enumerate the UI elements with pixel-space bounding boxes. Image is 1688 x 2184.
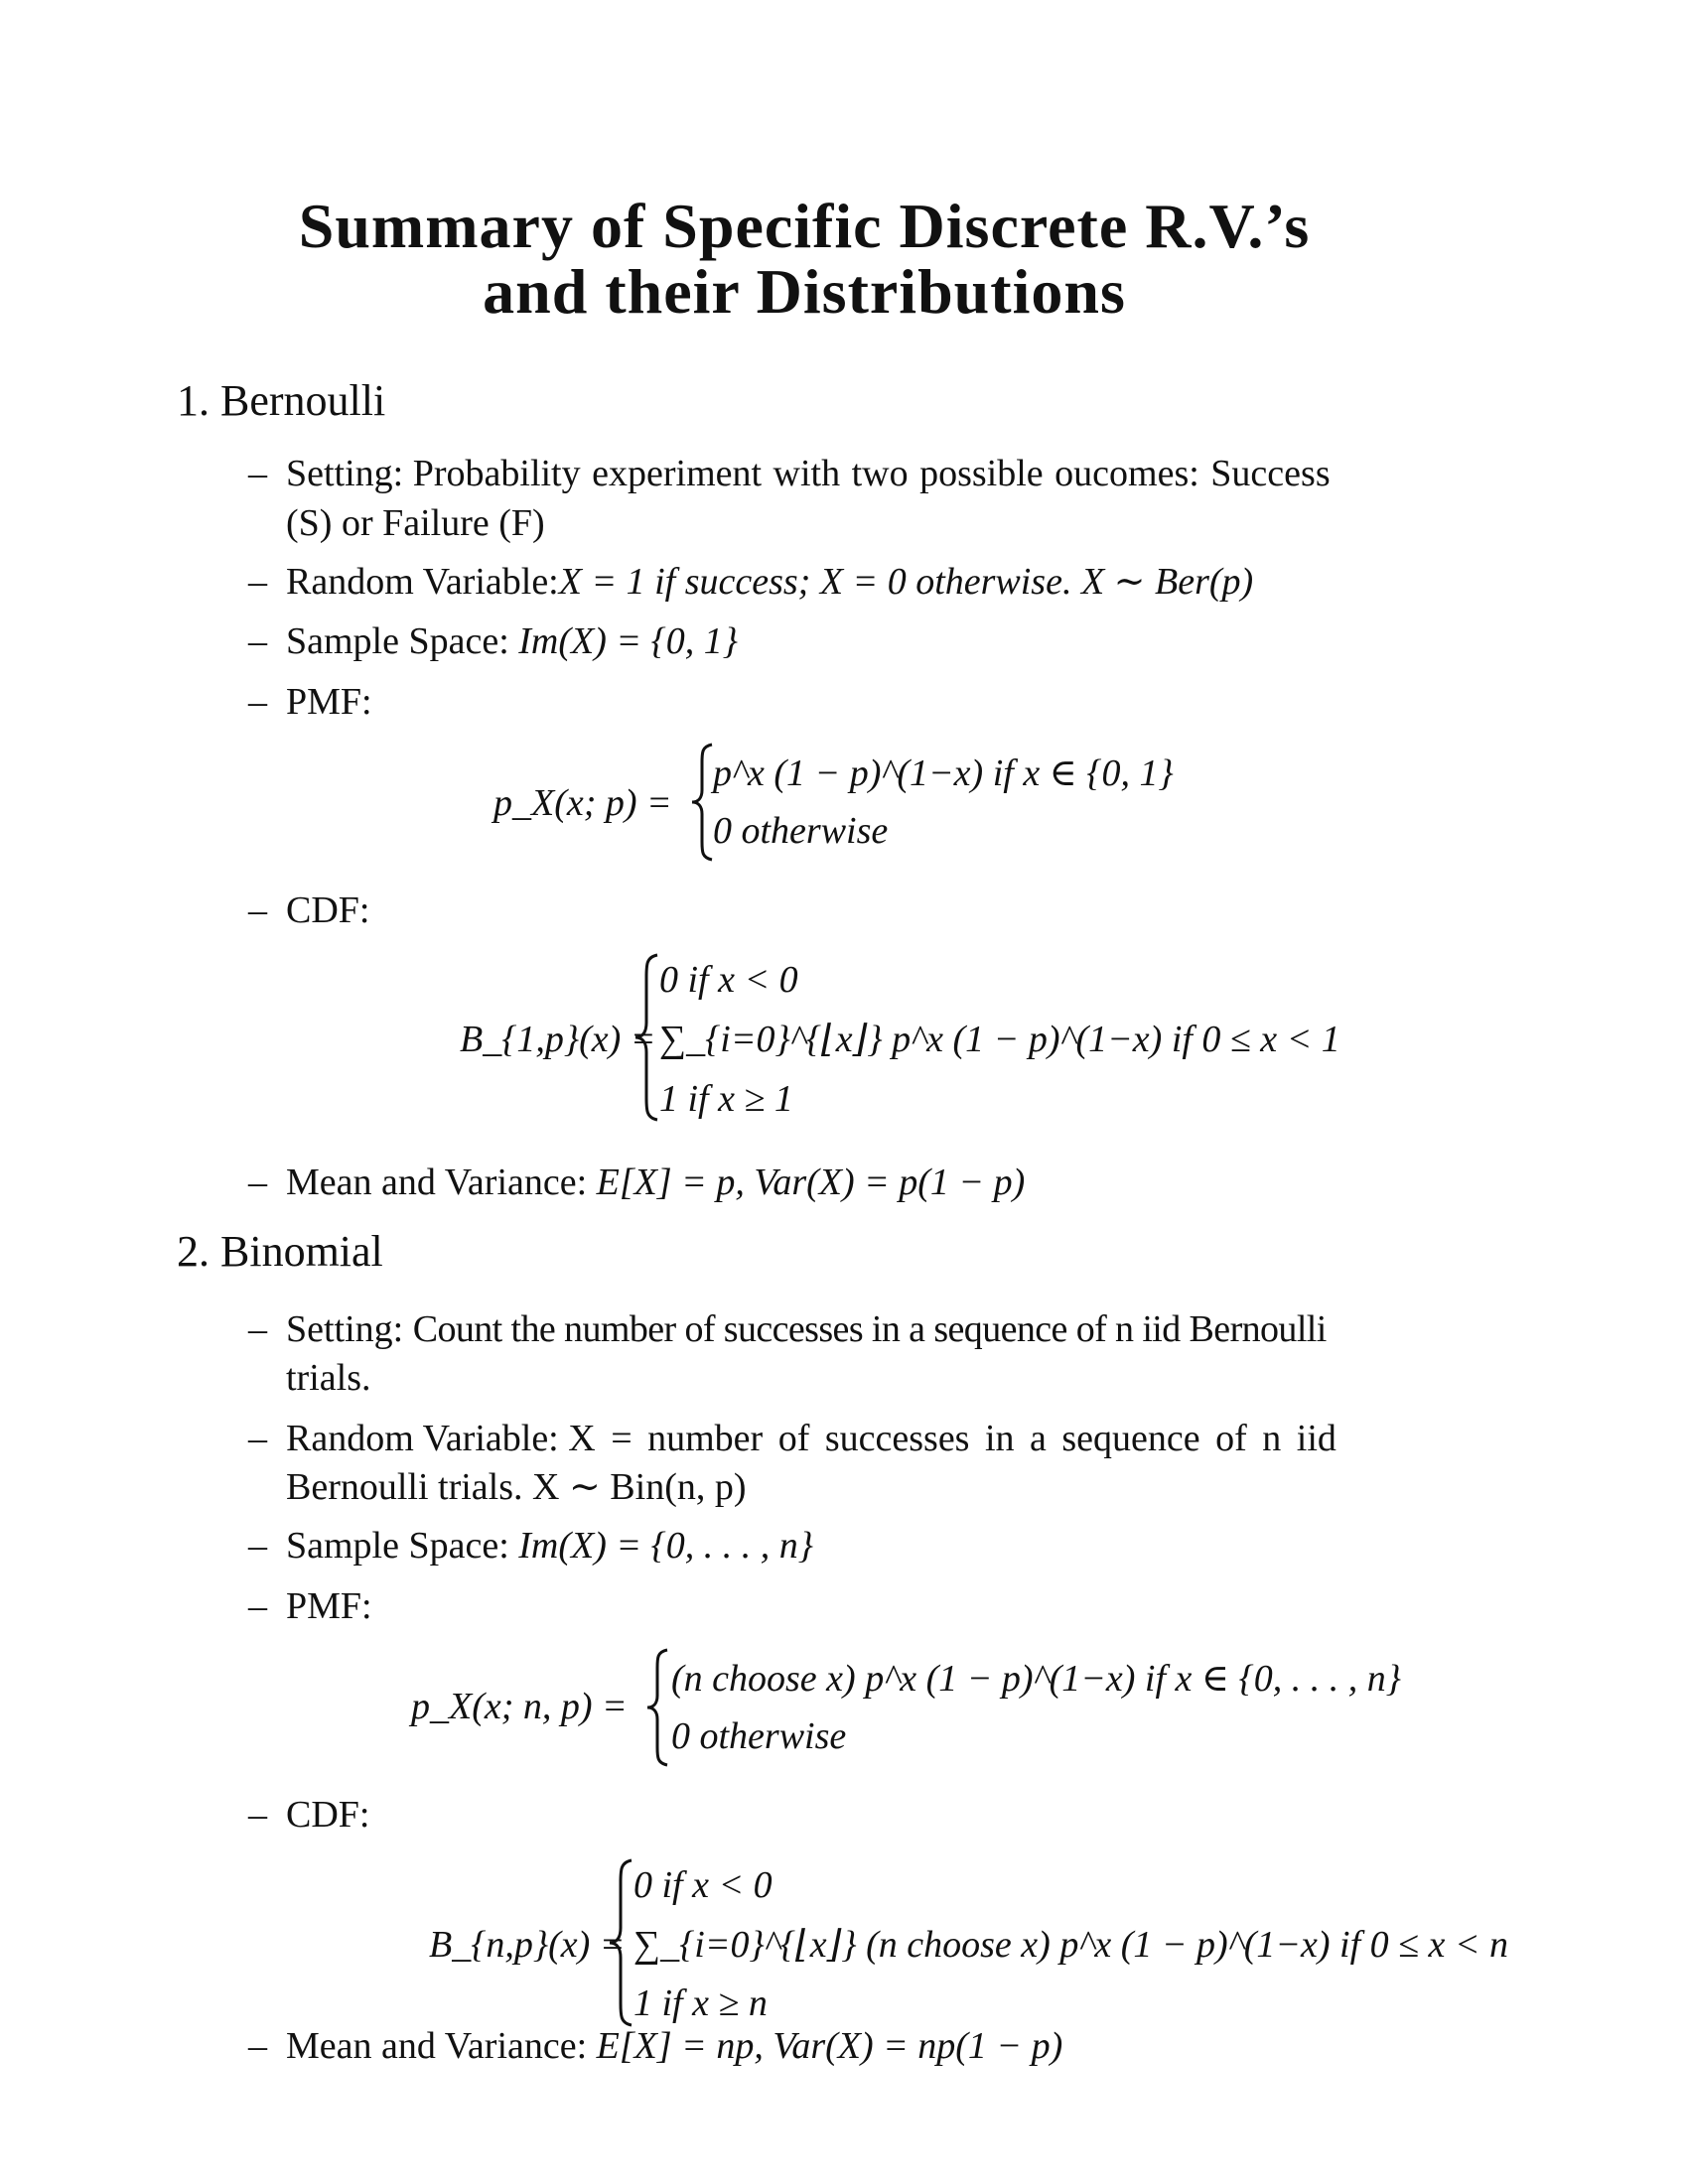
pmf-case-2: 0 otherwise: [671, 1715, 847, 1757]
bullet-label: Random Variable:: [286, 561, 559, 603]
section-heading-binomial: [177, 1227, 383, 1276]
bullet-label: Sample Space:: [286, 620, 509, 662]
bullet-text: E[X] = np, Var(X) = np(1 − p): [596, 2025, 1063, 2067]
bullet-random-variable-continued: Bernoulli trials. X ∼ Bin(n, p): [286, 1466, 747, 1508]
bullet-label: Random Variable:: [286, 1418, 559, 1459]
bullet-random-variable: [286, 1420, 1336, 1457]
cdf-lhs: B_{1,p}(x) =: [460, 1019, 656, 1060]
bullet-label: Setting:: [286, 453, 404, 494]
bullet-label: Setting:: [286, 1308, 404, 1350]
bullet-label: Mean and Variance:: [286, 1161, 588, 1203]
bullet-sample-space: [286, 622, 738, 660]
pmf-case-1: p^x (1 − p)^(1−x) if x ∈ {0, 1}: [713, 752, 1174, 794]
bullet-dash-icon: –: [248, 1308, 267, 1350]
bullet-cdf-label: CDF:: [286, 1794, 370, 1836]
bullet-dash-icon: –: [248, 620, 267, 662]
left-brace-icon: [645, 1648, 671, 1767]
pmf-lhs: p_X(x; n, p) =: [411, 1686, 628, 1727]
bullet-text: E[X] = p, Var(X) = p(1 − p): [596, 1161, 1026, 1203]
left-brace-icon: [608, 1858, 635, 2027]
section-number: 1.: [177, 376, 210, 425]
cdf-case-2: ∑_{i=0}^{⌊x⌋} p^x (1 − p)^(1−x) if 0 ≤ x < 1: [659, 1019, 1340, 1060]
bullet-setting-continued: trials.: [286, 1357, 371, 1399]
bullet-dash-icon: –: [248, 1585, 267, 1627]
bullet-dash-icon: –: [248, 561, 267, 603]
bullet-setting-continued: (S) or Failure (F): [286, 502, 545, 544]
left-brace-icon: [633, 953, 661, 1122]
bullet-text: Probability experiment with two possible oucomes: Success: [412, 453, 1331, 494]
pmf-case-1: (n choose x) p^x (1 − p)^(1−x) if x ∈ {0, . . . , n}: [671, 1658, 1401, 1700]
bullet-dash-icon: –: [248, 1161, 267, 1203]
bullet-sample-space: [286, 1527, 813, 1565]
bullet-setting: [286, 1310, 1327, 1348]
bullet-random-variable: [286, 563, 1253, 601]
bullet-cdf-label: CDF:: [286, 889, 370, 931]
bullet-setting: [286, 455, 1331, 492]
bullet-text: Im(X) = {0, . . . , n}: [518, 1525, 813, 1567]
section-name: Binomial: [220, 1227, 383, 1276]
bullet-dash-icon: –: [248, 453, 267, 494]
bullet-dash-icon: –: [248, 1794, 267, 1836]
section-name: Bernoulli: [220, 376, 386, 425]
bullet-pmf-label: PMF:: [286, 1585, 372, 1627]
section-heading-bernoulli: [177, 376, 386, 425]
bullet-label: Sample Space:: [286, 1525, 509, 1567]
bullet-text: X = 1 if success; X = 0 otherwise. X ∼ Ber(p): [558, 561, 1254, 603]
cdf-case-3: 1 if x ≥ n: [633, 1982, 768, 2024]
pmf-lhs: p_X(x; p) =: [493, 782, 672, 824]
bullet-dash-icon: –: [248, 2025, 267, 2067]
bullet-text: X = number of successes in a sequence of n iid: [568, 1418, 1336, 1459]
cdf-case-1: 0 if x < 0: [633, 1864, 773, 1906]
section-number: 2.: [177, 1227, 210, 1276]
bullet-text: Count the number of successes in a sequence of n iid Bernoulli: [412, 1308, 1327, 1350]
bullet-dash-icon: –: [248, 1525, 267, 1567]
cdf-case-3: 1 if x ≥ 1: [659, 1078, 793, 1120]
bullet-dash-icon: –: [248, 889, 267, 931]
bullet-text: Im(X) = {0, 1}: [518, 620, 738, 662]
bullet-pmf-label: PMF:: [286, 681, 372, 723]
bullet-label: Mean and Variance:: [286, 2025, 588, 2067]
cdf-case-2: ∑_{i=0}^{⌊x⌋} (n choose x) p^x (1 − p)^(1−x) if 0 ≤ x < n: [633, 1924, 1508, 1966]
bullet-mean-variance: [286, 1163, 1025, 1201]
bullet-dash-icon: –: [248, 1418, 267, 1459]
document-title-line-1: Summary of Specific Discrete R.V.’s: [298, 191, 1311, 261]
bullet-mean-variance: [286, 2027, 1062, 2065]
cdf-lhs: B_{n,p}(x) =: [429, 1924, 626, 1966]
document-title-line-2: and their Distributions: [483, 256, 1126, 327]
bullet-dash-icon: –: [248, 681, 267, 723]
pmf-case-2: 0 otherwise: [713, 810, 889, 852]
cdf-case-1: 0 if x < 0: [659, 959, 798, 1001]
